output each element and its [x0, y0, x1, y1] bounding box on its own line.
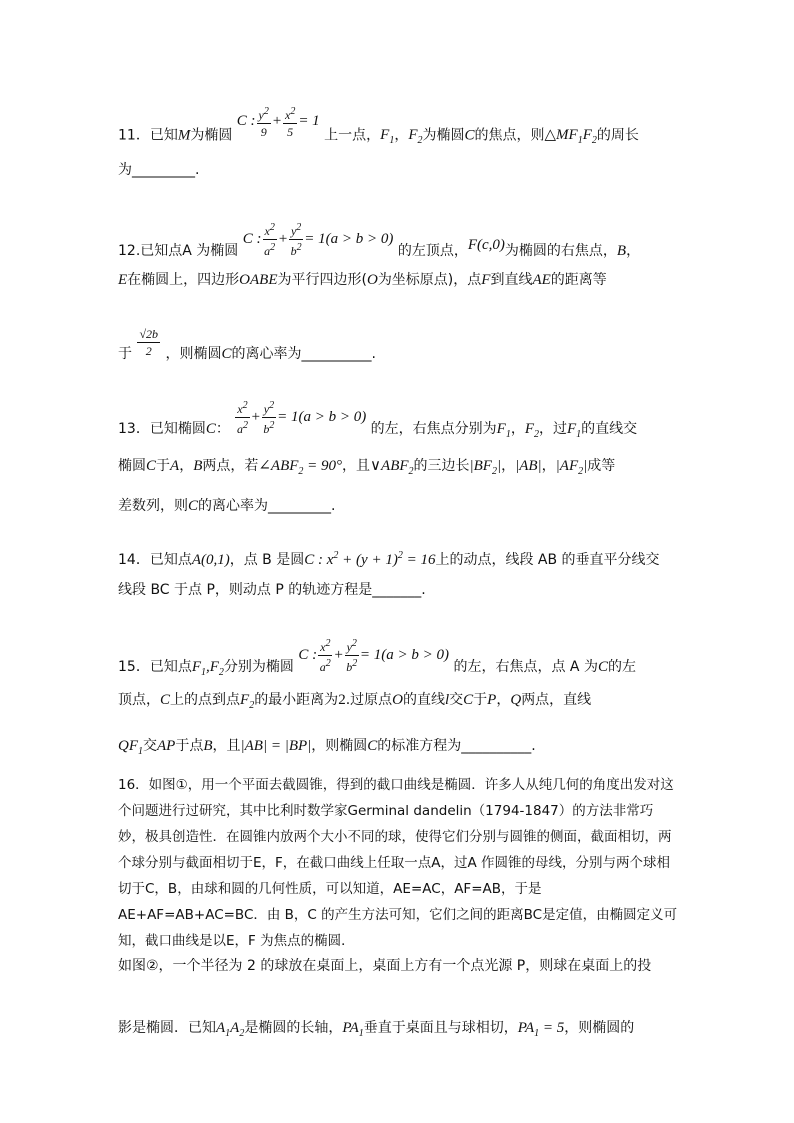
math-ellipse-eq: C : $\frac{x^2}{a^2}$ + $\frac{y^2}{b^2}$ = 1(a > b > 0): [242, 222, 394, 258]
q12-line2: E在椭圆上，四边形OABE为平行四边形(O为坐标原点)，点F到直线AE的距离等: [118, 272, 607, 288]
q14-line1: 14．已知点A(0,1)，点 B 是圆C : $x^2 + (y + 1)^2 = 16$上的动点，线段 AB 的垂直平分线交: [118, 550, 660, 568]
math-ellipse-c-eq: C : $\frac{y^2}{9}$ + $\frac{x^2}{5}$ = 1: [236, 106, 320, 139]
q15-line2: 顶点，C上的点到点$F_2$的最小距离为2.过原点O的直线l交C于P，Q两点，直线: [118, 692, 592, 711]
q15-line3: $QF_1$交AP于点B，且|AB| = |BP|，则椭圆C的标准方程为__________.: [118, 738, 536, 757]
q13-line3: 差数列，则C的离心率为_________.: [118, 498, 336, 514]
q12-line1: 12.已知点A 为椭圆 C : $\frac{x^2}{a^2}$ + $\frac{y^2}{b^2}$ = 1(a > b > 0) 的左顶点，F(c,0)为椭圆的右焦点，B，: [118, 222, 641, 259]
q16-para2-line1: 如图②，一个半径为 2 的球放在桌面上，桌面上方有一个点光源 P，则球在桌面上的投: [118, 958, 652, 974]
q16-para2-line2: 影是椭圆．已知$A_1A_2$是椭圆的长轴，$PA_1$垂直于桌面且与球相切，$PA_1 = 5$，则椭圆的: [118, 1020, 635, 1039]
q13-line2: 椭圆C于A，B两点，若$\angle ABF_2 = 90^\circ$，且$\vee ABF_2$的三边长$|BF_2|$，|AB|，$|AF_2|$成等: [118, 458, 616, 477]
q15-line1: 15．已知点$F_1,F_2$分别为椭圆 C : $\frac{x^2}{a^2}$ + $\frac{y^2}{b^2}$ = 1(a > b > 0) 的左，右焦点，点 A 为C的左: [118, 638, 636, 678]
q11-line1: 11．已知M为椭圆 C : $\frac{y^2}{9}$ + $\frac{x^2}{5}$ = 1 上一点，$F_1$，$F_2$为椭圆C的焦点，则$\triangle MF_1F_2$的周长: [118, 106, 639, 147]
q12-line3: 于 $\frac{√2b}{2}$ ，则椭圆C的离心率为__________.: [118, 327, 376, 362]
q13-line1: 13．已知椭圆C： $\frac{x^2}{a^2}$ + $\frac{y^2}{b^2}$ = 1(a > b > 0) 的左，右焦点分别为$F_1$，$F_2$，过$F_1$的直线交: [118, 400, 638, 440]
math-M: M: [177, 127, 191, 144]
q16-paragraph1: 16．如图①，用一个平面去截圆锥，得到的截口曲线是椭圆．许多人从纯几何的角度出发对这个问题进行过研究，其中比利时数学家Germinal dandelin（1794-1847）的方法非常巧妙，极具创造性．在圆锥内放两个大小不同的球，使得它们分别与圆锥的侧面，截面相切，两个球分别与截面相切于E，F，在截口曲线上任取一点A，过A 作圆锥的母线，分别与两个球相切于C，B，由球和圆的几何性质，可以知道，AE=AC，AF=AB，于是AE+AF=AB+AC=BC．由 B，C 的产生方法可知，它们之间的距离BC是定值，由椭圆定义可知，截口曲线是以E，F 为焦点的椭圆．: [118, 777, 678, 949]
q14-line2: 线段 BC 于点 P，则动点 P 的轨迹方程是_______.: [118, 582, 426, 598]
q11-line2: 为_________.: [118, 162, 200, 178]
